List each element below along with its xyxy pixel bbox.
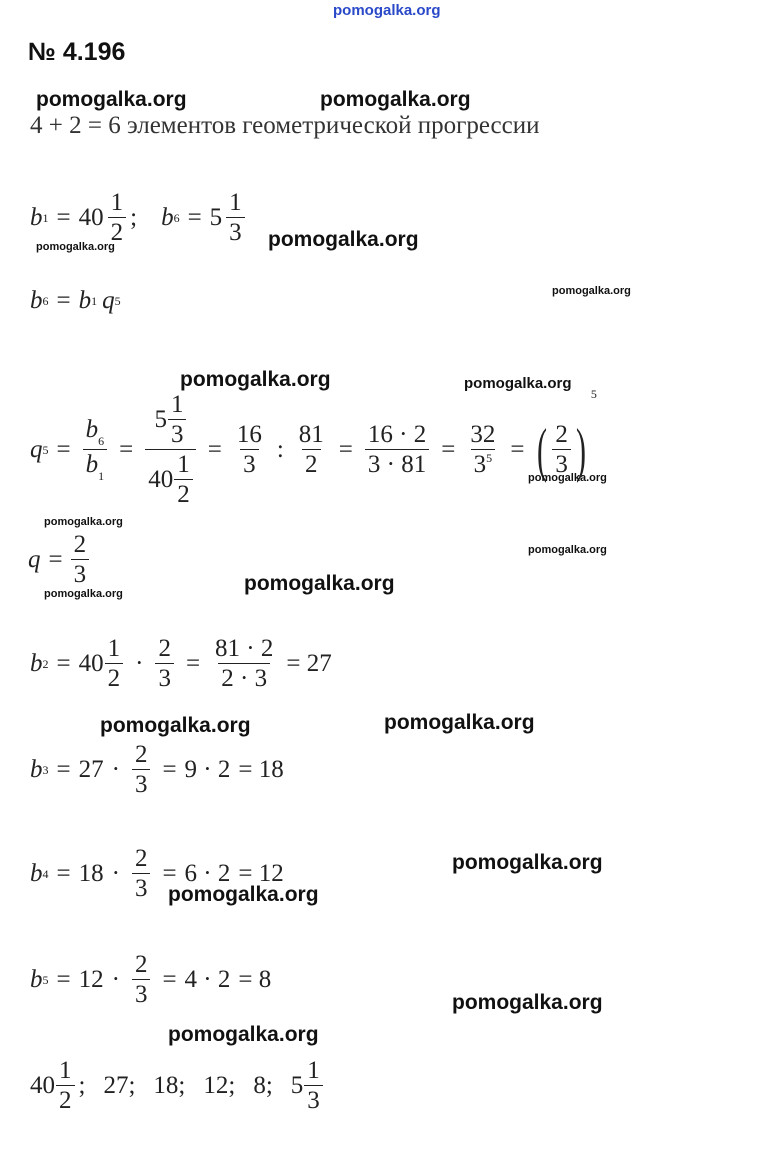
b-index: 3 <box>42 762 49 777</box>
b-symbol: b <box>30 650 43 677</box>
equals: = <box>56 436 71 463</box>
numerator: 1 <box>110 189 124 216</box>
q5-computation <box>30 387 597 508</box>
fraction <box>226 190 245 245</box>
watermark: pomogalka.org <box>464 375 572 392</box>
numerator: 16 · 2 <box>367 421 427 448</box>
watermark: pomogalka.org <box>36 241 115 253</box>
denominator: 3 <box>240 449 259 477</box>
whole-part: 40 <box>78 204 104 231</box>
multiply-sign: · <box>111 966 120 993</box>
denominator: 2 <box>302 449 321 477</box>
answer-item: 8; <box>253 1072 273 1099</box>
fraction <box>234 422 265 477</box>
equals: = <box>56 650 71 677</box>
numerator: 1 <box>177 451 190 478</box>
denominator <box>471 449 496 477</box>
numerator: 16 <box>236 421 262 448</box>
result: = 18 <box>238 756 284 783</box>
equals: = <box>162 860 177 887</box>
b-symbol: b <box>85 416 99 443</box>
q-symbol: q <box>102 287 115 314</box>
whole-part: 5 <box>154 406 167 433</box>
fraction <box>174 452 193 507</box>
numerator: 2 <box>555 421 568 448</box>
numerator: 1 <box>59 1057 72 1084</box>
number: 27 <box>78 756 104 783</box>
b-index: 1 <box>91 293 98 308</box>
b-index: 5 <box>42 972 49 987</box>
equals: = <box>162 966 177 993</box>
denominator: 3 <box>552 449 571 477</box>
watermark: pomogalka.org <box>36 88 187 111</box>
watermark: pomogalka.org <box>552 285 631 297</box>
numerator <box>83 417 108 449</box>
numerator: 1 <box>307 1057 320 1084</box>
b3-computation <box>30 742 284 797</box>
number: 18 <box>78 860 104 887</box>
b-symbol: b <box>30 860 43 887</box>
denominator: 3 <box>132 979 151 1007</box>
b-symbol: b <box>30 204 43 231</box>
numerator: 1 <box>107 635 121 662</box>
answer-item: 12; <box>203 1072 236 1099</box>
fraction <box>552 422 571 477</box>
q-result <box>28 532 89 587</box>
answer-sequence <box>30 1058 327 1113</box>
equals: = <box>207 436 222 463</box>
numerator: 1 <box>229 189 242 216</box>
numerator: 2 <box>134 845 148 872</box>
result: = 8 <box>238 966 272 993</box>
numerator: 81 · 2 <box>215 635 274 662</box>
fraction <box>132 846 151 901</box>
denominator: 3 <box>132 873 151 901</box>
equals: = <box>56 966 71 993</box>
equals: = <box>56 756 71 783</box>
denominator <box>145 449 196 507</box>
b-symbol: b <box>85 451 99 478</box>
equals: = <box>56 204 71 231</box>
q-symbol: q <box>28 546 41 573</box>
denominator: 3 <box>71 559 90 587</box>
denominator <box>83 449 108 482</box>
fraction <box>467 422 498 477</box>
whole-part: 40 <box>78 650 104 677</box>
b-symbol: b <box>30 756 43 783</box>
exponent: 5 <box>590 387 597 401</box>
equals: = <box>56 860 71 887</box>
b-symbol: b <box>30 966 43 993</box>
separator: ; <box>78 1072 86 1099</box>
numerator: 2 <box>134 741 148 768</box>
answer-item: 27; <box>103 1072 136 1099</box>
watermark: pomogalka.org <box>452 851 603 874</box>
fraction <box>132 952 151 1007</box>
result: = 12 <box>238 860 284 887</box>
fraction <box>83 417 108 482</box>
denominator: 2 <box>56 1085 75 1113</box>
numerator: 2 <box>134 951 148 978</box>
problem-number: № 4.196 <box>28 38 126 66</box>
number: 12 <box>78 966 104 993</box>
answer-item: 18; <box>153 1072 186 1099</box>
watermark: pomogalka.org <box>320 88 471 111</box>
separator: ; <box>130 204 138 231</box>
given-values <box>30 190 249 245</box>
numerator <box>151 392 189 449</box>
numerator: 1 <box>170 391 184 418</box>
fraction <box>365 422 429 477</box>
whole-part: 5 <box>290 1072 304 1099</box>
b-index: 4 <box>42 866 49 881</box>
watermark: pomogalka.org <box>244 572 395 595</box>
multiply-sign: · <box>111 860 120 887</box>
watermark: pomogalka.org <box>168 1023 319 1046</box>
b-index: 1 <box>42 210 49 225</box>
denominator: 3 <box>132 769 151 797</box>
b-index: 6 <box>173 210 180 225</box>
top-watermark[interactable]: pomogalka.org <box>333 2 441 19</box>
fraction <box>132 742 151 797</box>
b-index: 6 <box>42 293 49 308</box>
b-index: 2 <box>42 656 49 671</box>
equals: = <box>162 756 177 783</box>
watermark: pomogalka.org <box>180 368 331 391</box>
multiply-sign: · <box>111 756 120 783</box>
denominator: 2 · 3 <box>218 663 270 691</box>
equals: = <box>119 436 134 463</box>
product: 6 · 2 <box>184 860 231 887</box>
equals: = <box>338 436 353 463</box>
watermark: pomogalka.org <box>168 883 319 906</box>
fraction <box>155 636 174 691</box>
fraction <box>168 392 187 447</box>
fraction <box>212 636 276 691</box>
b5-computation <box>30 952 271 1007</box>
problem-statement: 4 + 2 = 6 элементов геометрической прогрессии <box>30 112 540 139</box>
left-paren: ( <box>537 416 548 483</box>
b-symbol: b <box>30 287 43 314</box>
watermark: pomogalka.org <box>268 228 419 251</box>
denominator: 3 <box>304 1085 323 1113</box>
b-symbol: b <box>78 287 92 314</box>
denominator: 2 <box>174 479 193 507</box>
whole-part: 5 <box>209 204 223 231</box>
equals: = <box>441 436 456 463</box>
numerator: 81 <box>298 421 324 448</box>
watermark: pomogalka.org <box>384 711 535 734</box>
watermark: pomogalka.org <box>44 516 123 528</box>
exponent: 5 <box>42 442 49 457</box>
denominator: 3 <box>155 663 174 691</box>
product: 9 · 2 <box>184 756 231 783</box>
complex-fraction <box>145 392 196 507</box>
denominator: 3 <box>226 217 245 245</box>
b-index: 6 <box>98 434 105 448</box>
b2-computation <box>30 636 332 691</box>
watermark: pomogalka.org <box>452 991 603 1014</box>
fraction <box>108 190 127 245</box>
watermark: pomogalka.org <box>44 588 123 600</box>
numerator: 2 <box>158 635 171 662</box>
b-symbol: b <box>161 204 174 231</box>
equals: = <box>185 650 201 677</box>
watermark: pomogalka.org <box>100 714 251 737</box>
b-index: 1 <box>98 469 105 483</box>
division-sign: : <box>276 436 284 463</box>
fraction <box>296 422 327 477</box>
fraction <box>105 636 124 691</box>
exponent: 5 <box>486 451 493 465</box>
equals: = <box>48 546 63 573</box>
product: 4 · 2 <box>184 966 231 993</box>
q-symbol: q <box>30 436 43 463</box>
denominator: 3 <box>168 419 187 447</box>
exponent: 5 <box>114 293 121 308</box>
denominator: 3 · 81 <box>365 449 429 477</box>
formula-nth-term <box>30 288 121 313</box>
base: 3 <box>473 451 487 478</box>
fraction <box>56 1058 75 1113</box>
result: = 27 <box>286 650 332 677</box>
whole-part: 40 <box>148 466 174 493</box>
denominator: 2 <box>108 217 127 245</box>
numerator: 2 <box>73 531 87 558</box>
watermark: pomogalka.org <box>528 472 607 484</box>
numerator: 32 <box>470 421 496 448</box>
equals: = <box>510 436 525 463</box>
equals: = <box>56 287 71 314</box>
fraction <box>71 532 90 587</box>
right-paren: ) <box>575 416 586 483</box>
denominator: 2 <box>105 663 124 691</box>
fraction <box>304 1058 323 1113</box>
watermark: pomogalka.org <box>528 544 607 556</box>
multiply-sign: · <box>135 650 144 677</box>
equals: = <box>187 204 202 231</box>
whole-part: 40 <box>30 1072 55 1099</box>
